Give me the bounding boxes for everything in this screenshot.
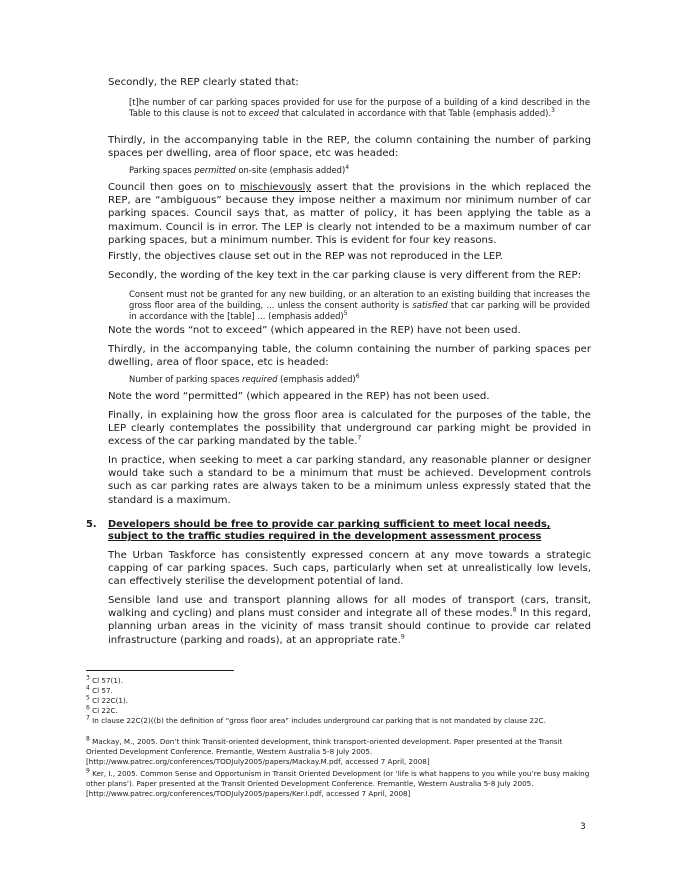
quote-rep-clause: [t]he number of car parking spaces provided for use for the purpose of a building of a kind described in the Table to this clause is not to exceed that calculated in accordance with that Table (emphasis added).$^3$ [129, 97, 590, 118]
paragraph-in-practice: In practice, when seeking to meet a car parking standard, any reasonable planner or designer would take such a standard to be a minimum that must be achieved. Development controls such as car parking rates are always taken to be a minimum unless expressly stated that the standard is a maximum. [108, 455, 591, 506]
footnote-ref: 6 [355, 373, 360, 381]
paragraph-firstly: Firstly, the objectives clause set out in the REP was not reproduced in the LEP. [108, 251, 504, 262]
paragraph-thirdly-table: Thirdly, in the accompanying table, the column containing the number of parking spaces per dwelling, area of floor space, etc is headed: [108, 344, 591, 369]
footnote-ref: 9 [400, 633, 405, 641]
footnote-6: $^6$ Cl 22C. [86, 704, 118, 715]
paragraph-secondly-rep: Secondly, the REP clearly stated that: [108, 77, 299, 88]
footnote-8: $^8$ Mackay, M., 2005. Don’t think Transit-oriented development, think transport-oriented development. Paper presented at the Transit Oriented Development Conference. Fremantle, Western Australia 5-8 July 2005. [http://www.patrec.org/conferences/TODJuly2005/papers/Mackay.M.pdf, accessed 7 April, 2008] [86, 735, 563, 766]
paragraph-not-to-exceed: Note the words “not to exceed” (which appeared in the REP) have not been used. [108, 325, 521, 336]
footnote-ref: 5 [343, 310, 348, 318]
paragraph-secondly-wording: Secondly, the wording of the key text in the car parking clause is very different from the REP: [108, 270, 581, 281]
footnote-5: $^5$ Cl 22C(1). [86, 694, 129, 705]
paragraph-council-assert: Council then goes on to mischievously assert that the provisions in the which replaced the REP, are “ambiguous” because they impose neither a maximum nor minimum number of car parking spaces. Council says that, as matter of policy, it has been applying the table as a maximum. Council is in error. The LEP is clearly not intended to be a maximum number of car parking spaces, but a minimum number. This is evident for four key reasons. [108, 182, 591, 246]
quote-parking-required: Number of parking spaces required (emphasis added)$^6$ [129, 373, 360, 384]
footnote-4: $^4$ Cl 57. [86, 684, 113, 695]
footnote-ref: 7 [357, 435, 362, 443]
paragraph-thirdly-rep: Thirdly, in the accompanying table in the REP, the column containing the number of parking spaces per dwelling, area of floor space, etc was headed: [108, 135, 591, 160]
section-title: Developers should be free to provide car parking sufficient to meet local needs, subject to the traffic studies required in the development assessment process [108, 519, 551, 543]
paragraph-sensible-land-use: Sensible land use and transport planning allows for all modes of transport (cars, transit, walking and cycling) and plans must consider and integrate all of these modes.$^8$ In this regard, planning urban areas in the vicinity of mass transit should continue to provide car related infrastructure (parking and roads), at an appropriate rate.$^9$ [108, 595, 591, 646]
footnote-9: $^9$ Ker, I., 2005. Common Sense and Opportunism in Transit Oriented Development (or ‘life is what happens to you while you’re busy making other plans’). Paper presented at the Transit Oriented Development Conference. Fremantle, Western Australia 5-8 July 2005. [http://www.patrec.org/conferences/TODJuly2005/papers/Ker.I.pdf, accessed 7 April, 2008] [86, 767, 590, 798]
footnote-divider [86, 670, 234, 671]
footnote-ref: 3 [551, 107, 555, 115]
quote-consent: Consent must not be granted for any new building, or an alteration to an existing building that increases the gross floor area of the building, ... unless the consent authority is satisfied that car parking will be provided in accordance with the [table] ... (emphasis added)$^5$ [129, 289, 590, 321]
quote-parking-permitted: Parking spaces permitted on-site (emphasis added)$^4$ [129, 164, 350, 175]
paragraph-urban-taskforce: The Urban Taskforce has consistently expressed concern at any move towards a strategic capping of car parking spaces. Such caps, particularly when set at unrealistically low levels, can effectively sterilise the development potential of land. [108, 550, 591, 588]
paragraph-finally: Finally, in explaining how the gross floor area is calculated for the purposes of the table, the LEP clearly contemplates the possibility that underground car parking might be provided in excess of the car parking mandated by the table.$^7$ [108, 410, 591, 448]
footnote-7: $^7$ In clause 22C(2)((b) the definition of “gross floor area” includes underground car parking that is not mandated by clause 22C. [86, 714, 546, 725]
paragraph-permitted-not-used: Note the word “permitted” (which appeared in the REP) has not been used. [108, 391, 490, 402]
footnote-ref: 8 [512, 606, 517, 614]
section-number: 5. [86, 519, 97, 530]
page-number: 3 [580, 822, 586, 832]
footnote-ref: 4 [345, 164, 350, 172]
footnote-3: $^3$ Cl 57(1). [86, 674, 124, 685]
